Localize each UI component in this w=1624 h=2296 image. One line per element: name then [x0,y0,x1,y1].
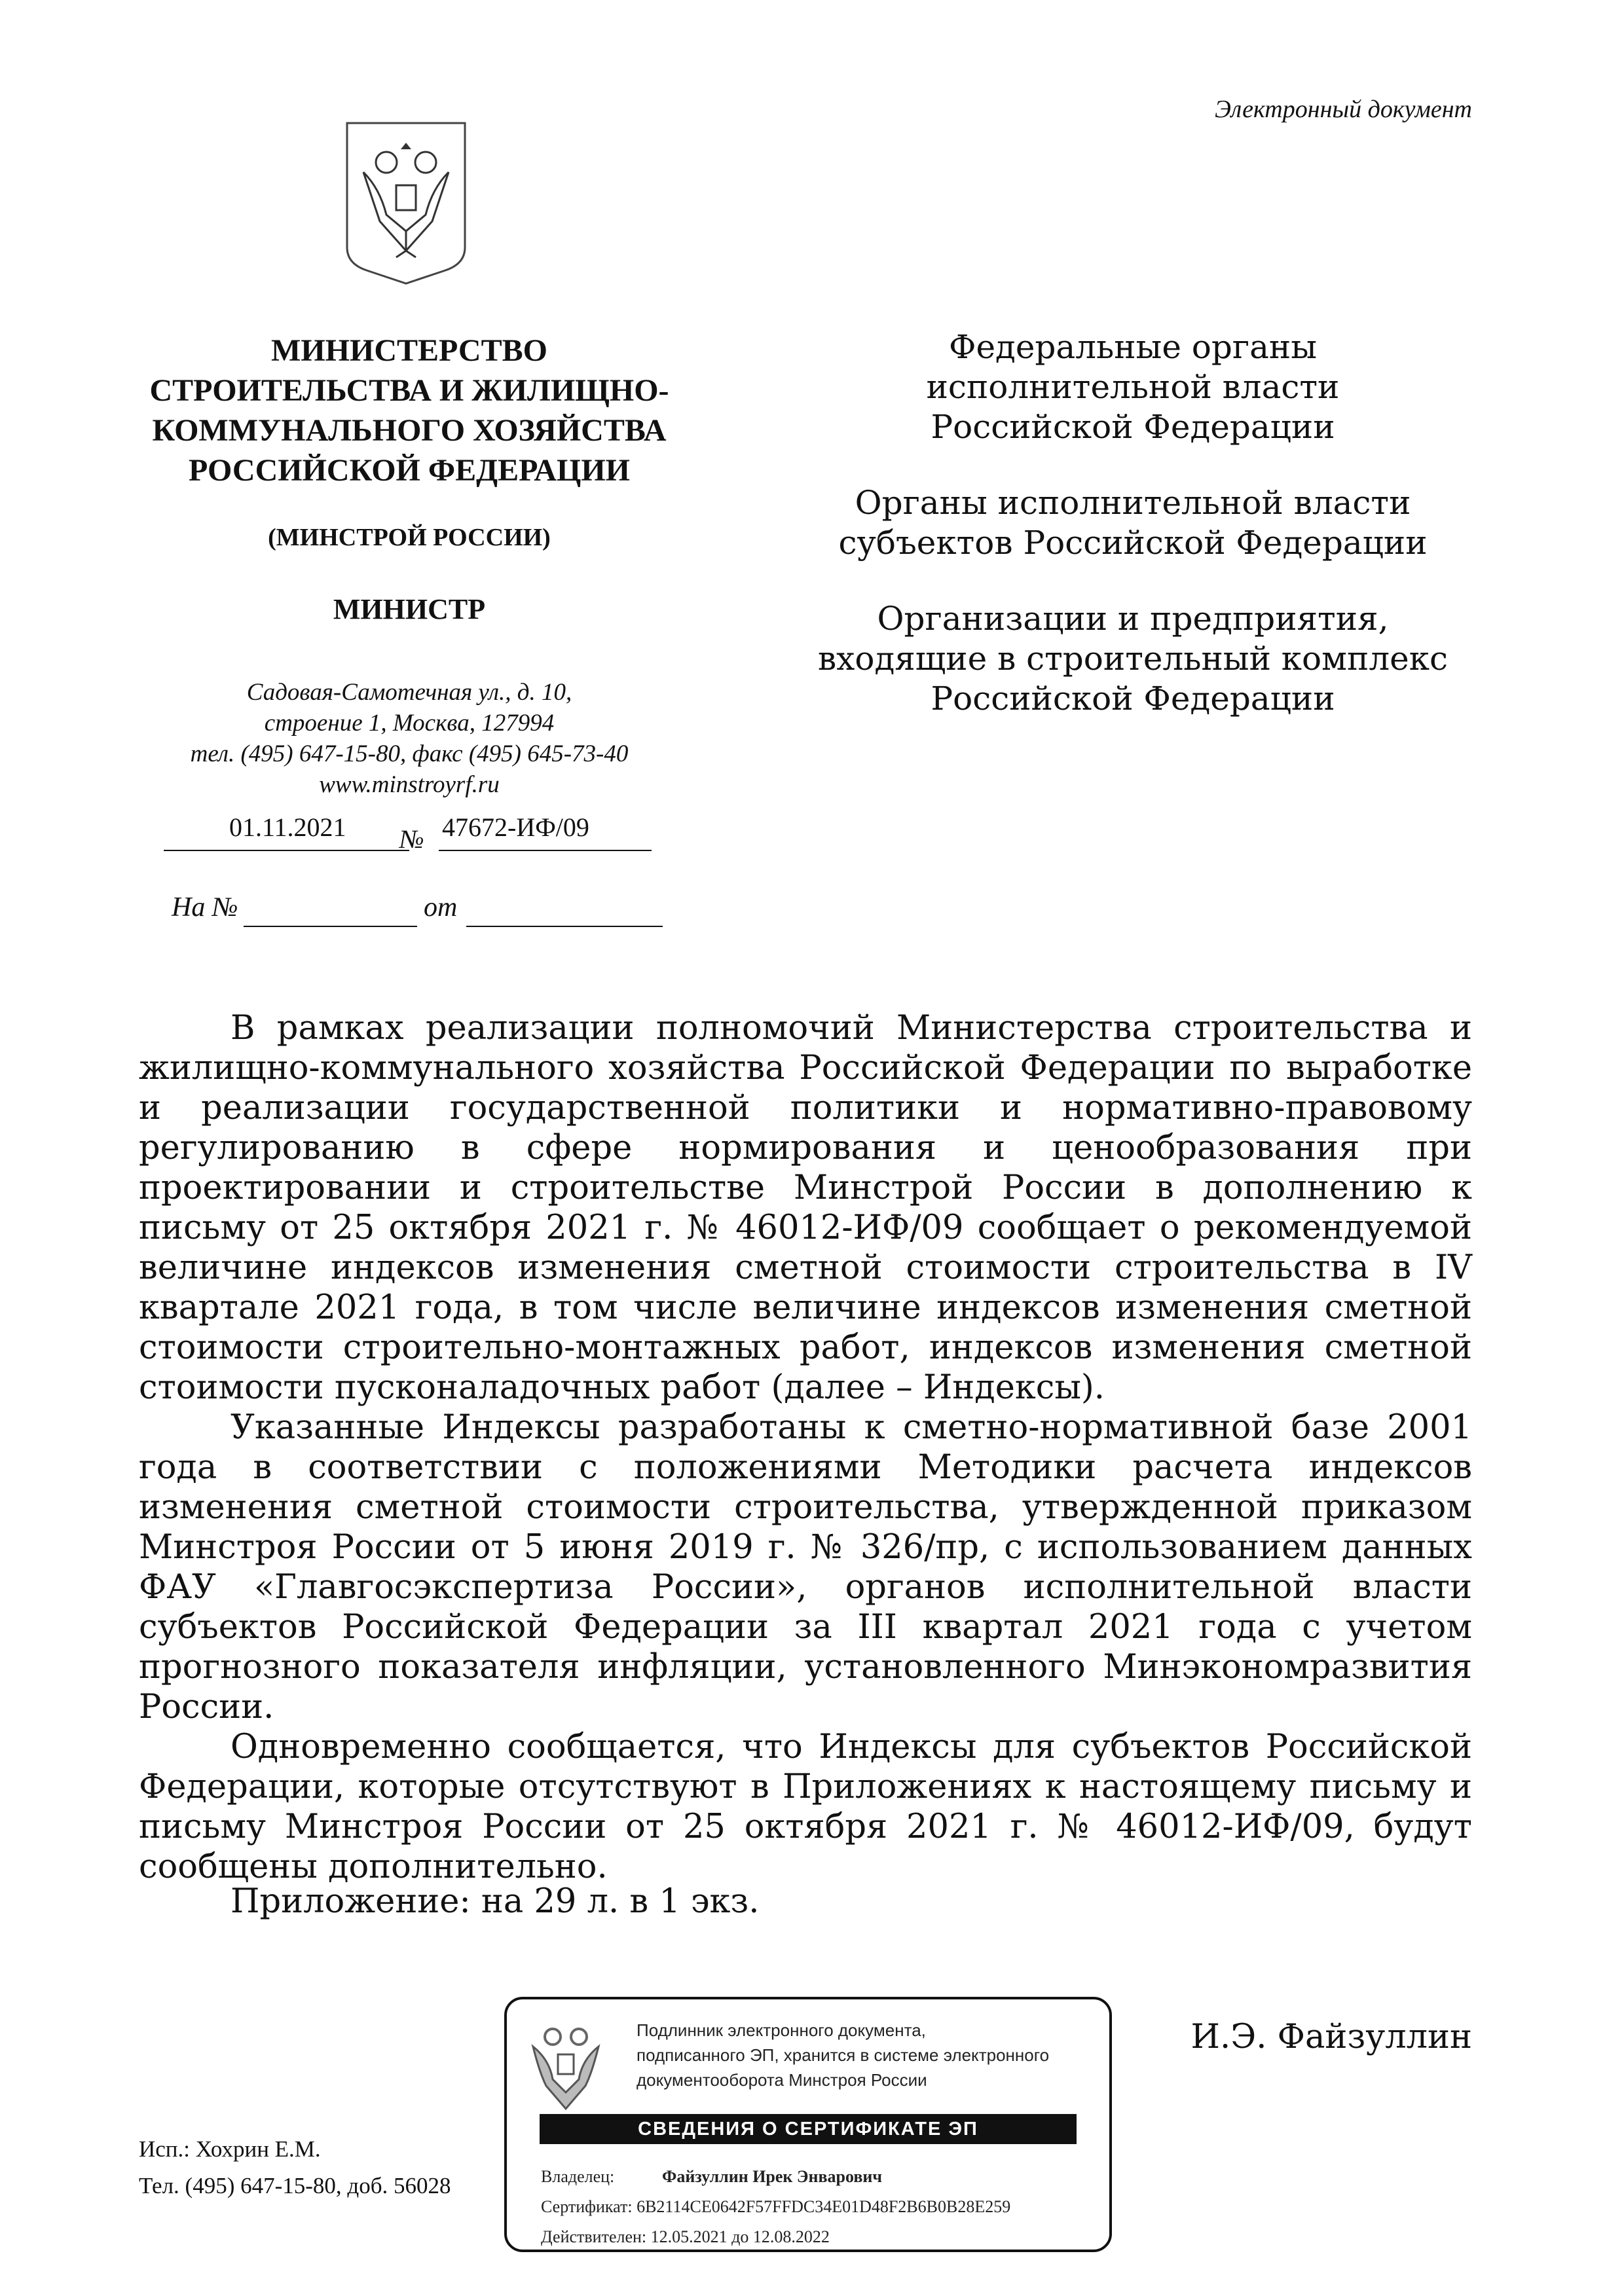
recipient-line: Организации и предприятия, [877,600,1389,638]
address-line: Садовая-Самотечная ул., д. 10, [246,679,572,706]
owner-value: Файзуллин Ирек Энварович [662,2167,883,2186]
signer-name: И.Э. Файзуллин [1190,2018,1472,2056]
recipient-group [805,327,1460,447]
recipient-line: исполнительной власти [926,368,1340,406]
ministry-address [108,677,710,800]
recipient-group [805,483,1460,563]
ministry-name-line: МИНИСТЕРСТВО [271,333,547,368]
registration-row [164,812,655,858]
recipient-group [805,599,1460,719]
reply-from-label: от [424,892,458,922]
recipient-line: субъектов Российской Федерации [838,524,1428,562]
validity-value: 12.05.2021 до 12.08.2022 [650,2227,830,2246]
recipient-line: Федеральные органы [948,328,1318,366]
ministry-abbreviation: (МИНСТРОЙ РОССИИ) [268,524,551,551]
date-underline [164,850,409,851]
emblem-icon [526,2014,605,2112]
validity-label: Действителен: [541,2227,647,2246]
certificate-label: Сертификат: [541,2197,633,2216]
address-line: тел. (495) 647-15-80, факс (495) 645-73-40 [190,740,629,767]
recipient-line: Российской Федерации [931,680,1335,718]
ministry-name-line: РОССИЙСКОЙ ФЕДЕРАЦИИ [188,453,631,488]
reply-number-underline [244,926,417,927]
stamp-header-line: Подлинник электронного документа, [637,2020,926,2040]
address-line: строение 1, Москва, 127994 [264,710,555,737]
executor-name: Исп.: Хохрин Е.М. [139,2136,321,2162]
reply-to-row [172,892,669,931]
reply-to-label: На № [172,892,238,922]
registration-number: 47672-ИФ/09 [442,812,589,842]
validity-row [541,2222,1091,2252]
stamp-header [637,2018,1095,2092]
executor-phone: Тел. (495) 647-15-80, доб. 56028 [139,2173,451,2198]
owner-row [541,2162,1091,2192]
ministry-name-line: СТРОИТЕЛЬСТВА И ЖИЛИЩНО- [149,373,669,408]
attachment-note: Приложение: на 29 л. в 1 экз. [231,1882,760,1921]
certificate-row [541,2192,1091,2222]
coat-of-arms-emblem [341,117,471,287]
owner-label: Владелец: [541,2167,615,2186]
ministry-name-line: КОММУНАЛЬНОГО ХОЗЯЙСТВА [152,413,667,448]
recipient-line: входящие в строительный комплекс [818,640,1448,678]
number-underline [439,850,652,851]
body-paragraph: Одновременно сообщается, что Индексы для субъектов Российской Федерации, которые отсутствуют в Приложениях к настоящему письму и письму Минстроя России от 25 октября 2021 г. № 46012-ИФ/09, будут сообщены дополнительно. [139,1728,1472,1886]
registration-number-sign: № [399,824,424,854]
reply-date-underline [466,926,663,927]
certificate-details [541,2162,1091,2252]
address-line: www.minstroyrf.ru [319,771,500,798]
certificate-value: 6B2114CE0642F57FFDC34E01D48F2B6B0B28E259 [637,2197,1011,2216]
body-paragraph: В рамках реализации полномочий Министерства строительства и жилищно-коммунального хозяйства Российской Федерации по выработке и реализации государственной политики и нормативно-правовому регулированию в сфере нормирования и ценообразования при проектировании и строительстве Минстрой России в дополнению к письму от 25 октября 2021 г. № 46012-ИФ/09 сообщает о рекомендуемой величине индексов изменения сметной стоимости строительства в IV квартале 2021 года, в том числе величине индексов изменения сметной стоимости строительно-монтажных работ, индексов изменения сметной стоимости пусконаладочных работ (далее – Индексы). [139,1009,1472,1407]
registration-date: 01.11.2021 [229,812,346,842]
ministry-role: МИНИСТР [333,593,486,625]
recipient-line: Российской Федерации [931,408,1335,446]
document-type-label: Электронный документ [1215,96,1472,123]
recipients-block [805,327,1460,755]
letter-body [139,1008,1472,1887]
e-signature-stamp [504,1997,1112,2252]
stamp-header-line: документооборота Минстроя России [637,2070,927,2090]
ministry-block [108,331,710,800]
recipient-line: Органы исполнительной власти [855,484,1411,522]
certificate-info-bar: СВЕДЕНИЯ О СЕРТИФИКАТЕ ЭП [540,2114,1077,2144]
executor-block [139,2131,451,2204]
stamp-header-line: подписанного ЭП, хранится в системе электронного [637,2045,1050,2065]
ministry-name [108,331,710,490]
body-paragraph: Указанные Индексы разработаны к сметно-нормативной базе 2001 года в соответствии с положениями Методики расчета индексов изменения сметной стоимости строительства, утвержденной приказом Минстроя России от 5 июня 2019 г. № 326/пр, с использованием данных ФАУ «Главгосэкспертиза России», органов исполнительной власти субъектов Российской Федерации за III квартал 2021 года с учетом прогнозного показателя инфляции, установленного Минэкономразвития России. [139,1408,1472,1726]
